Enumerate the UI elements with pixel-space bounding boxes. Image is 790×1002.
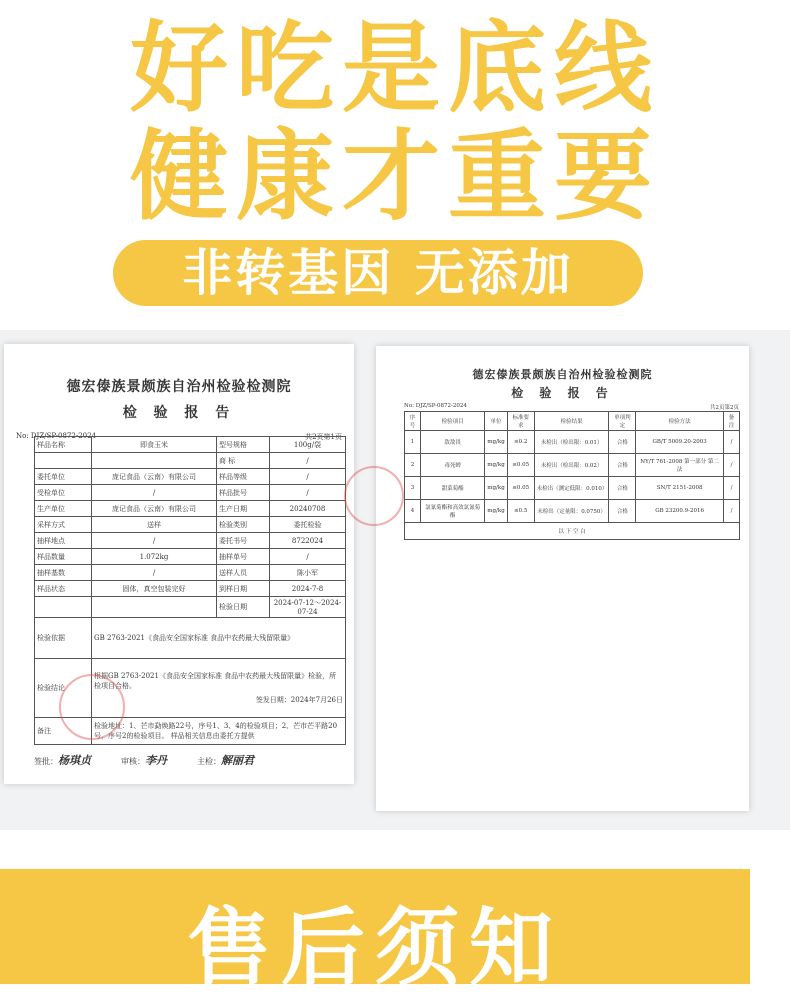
report1-cell: 检验类别	[217, 517, 270, 533]
report1-cell	[92, 597, 217, 618]
report2-footer: 以 下 空 白	[405, 523, 740, 540]
report2-cell: 1	[405, 431, 421, 454]
report1-row	[35, 437, 346, 453]
report1-cell: 2024-7-8	[270, 581, 346, 597]
report2-table	[404, 411, 740, 540]
report2-cell: 毒死蜱	[420, 454, 484, 477]
report1-row	[35, 453, 346, 469]
report1-cell: 生产日期	[217, 501, 270, 517]
report1-org: 德宏傣族景颇族自治州检验检测院	[66, 379, 292, 395]
report2-cell: 未检出（检出限：0.02）	[534, 454, 609, 477]
report1-cell: 固体，真空包装完好	[92, 581, 217, 597]
report1-cell: 陈小军	[270, 565, 346, 581]
report1-cell	[92, 453, 217, 469]
report1-cell: 庞记食品（云南）有限公司	[92, 469, 217, 485]
report1-cell: 采样方式	[35, 517, 92, 533]
report1-cell: /	[270, 453, 346, 469]
report2-cell: ≤0.2	[507, 431, 534, 454]
report1-cell: 受检单位	[35, 485, 92, 501]
report2-header-cell: 检验结果	[534, 412, 609, 431]
report2-cell: ≤0.05	[507, 477, 534, 500]
report2-cell: mg/kg	[485, 454, 507, 477]
report1-cell: 检验日期	[217, 597, 270, 618]
signatures	[34, 752, 344, 768]
red-seal-stamp-2	[344, 466, 404, 526]
report2-cell: 氯氰菊酯和高效氯氰菊酯	[420, 500, 484, 523]
report1-cell: 抽样地点	[35, 533, 92, 549]
report2-cell: /	[724, 454, 740, 477]
report1-cell: 委托单位	[35, 469, 92, 485]
report2-cell: 4	[405, 500, 421, 523]
report1-cell: /	[270, 485, 346, 501]
report2-cell: 敌敌畏	[420, 431, 484, 454]
report-photo	[0, 330, 790, 830]
report2-title: 检 验 报 告	[511, 386, 614, 400]
report1-cell: 抽样基数	[35, 565, 92, 581]
report1-cell: 样品等级	[217, 469, 270, 485]
tester-label: 主检：	[197, 757, 221, 766]
report1-cell: GB 2763-2021《食品安全国家标准 食品中农药最大残留限量》	[92, 618, 346, 659]
report2-cell: mg/kg	[485, 477, 507, 500]
headline-line1: 好吃是底线	[129, 12, 660, 126]
report1-cell: /	[92, 485, 217, 501]
report2-row	[405, 431, 740, 454]
red-seal-stamp	[59, 674, 125, 740]
headline-line2: 健康才重要	[129, 120, 660, 234]
report1-row	[35, 565, 346, 581]
report2-cell: 2	[405, 454, 421, 477]
report1-conclusion-text: 根据GB 2763-2021《食品安全国家标准 食品中农药最大残留限量》检验，所检项目合格。	[94, 672, 337, 690]
report2-org: 德宏傣族景颇族自治州检验检测院	[472, 368, 653, 381]
report1-cell: /	[270, 549, 346, 565]
report1-row	[35, 469, 346, 485]
report2-row	[405, 500, 740, 523]
report2-page: 共2页第2页	[710, 405, 739, 411]
report1-cell: /	[270, 469, 346, 485]
report1-cell: 样品批号	[217, 485, 270, 501]
report1-row	[35, 597, 346, 618]
report2-cell: /	[724, 477, 740, 500]
report1-row	[35, 533, 346, 549]
report2-header-cell: 检验方法	[636, 412, 724, 431]
reviewer-label: 审核：	[121, 757, 145, 766]
reviewer-signature: 李丹	[145, 754, 167, 767]
report2-row	[405, 454, 740, 477]
report2-cell: 合格	[609, 431, 636, 454]
report-page-1	[4, 344, 354, 784]
report2-header-cell: 序号	[405, 412, 421, 431]
report1-cell: 型号规格	[217, 437, 270, 453]
report1-cell: /	[92, 533, 217, 549]
report1-cell: 委托书号	[217, 533, 270, 549]
report2-row	[405, 523, 740, 540]
report1-cell: /	[92, 565, 217, 581]
report1-cell	[35, 453, 92, 469]
report1-cell: 100g/袋	[270, 437, 346, 453]
report1-cell: 样品数量	[35, 549, 92, 565]
report1-row	[35, 485, 346, 501]
report1-cell: 送样	[92, 517, 217, 533]
report2-header-cell: 备注	[724, 412, 740, 431]
report1-cell: 备注	[35, 718, 92, 745]
report2-cell: 合格	[609, 500, 636, 523]
report1-page: 共2页第1页	[305, 433, 342, 441]
report1-cell: 检验地址：1、芒市勐焕路22号，序号1、3、4的检验项目；2、芒市芒平路20号，序号2的检验项目。 样品相关信息由委托方提供	[92, 718, 346, 745]
report2-cell: SN/T 2151-2008	[636, 477, 724, 500]
report2-row	[405, 477, 740, 500]
report2-number: No: DJZ/SP-0872-2024	[404, 403, 467, 409]
report2-cell: /	[724, 431, 740, 454]
report1-cell: 8722024	[270, 533, 346, 549]
tester-signature: 解丽君	[221, 754, 254, 767]
report1-cell: 20240708	[270, 501, 346, 517]
report2-cell: 甜菜菊酯	[420, 477, 484, 500]
report2-cell: GB/T 5009.20-2003	[636, 431, 724, 454]
report1-cell: 样品状态	[35, 581, 92, 597]
report2-cell: mg/kg	[485, 431, 507, 454]
report1-cell: 1.072kg	[92, 549, 217, 565]
after-sales-banner	[0, 869, 750, 997]
report1-cell: 检验结论	[35, 659, 92, 718]
report2-cell: 3	[405, 477, 421, 500]
report1-row	[35, 549, 346, 565]
report2-cell: GB 23200.9-2016	[636, 500, 724, 523]
report1-cell	[92, 659, 346, 718]
report1-cell: 送样人员	[217, 565, 270, 581]
report1-cell: 商 标	[217, 453, 270, 469]
report2-cell: mg/kg	[485, 500, 507, 523]
report2-cell: ≤0.5	[507, 500, 534, 523]
report1-cell: 生产单位	[35, 501, 92, 517]
approver-signature: 杨琪贞	[58, 754, 91, 767]
report1-number: No: DJZ/SP-0872-2024	[16, 432, 97, 440]
report2-header-cell: 单位	[485, 412, 507, 431]
report2-header-cell: 标准要求	[507, 412, 534, 431]
report1-title: 检 验 报 告	[122, 405, 236, 421]
report2-cell: NY/T 761-2008 第一部分 第二法	[636, 454, 724, 477]
report2-cell: /	[724, 500, 740, 523]
feature-pill: 非转基因 无添加	[113, 240, 643, 306]
report1-cell: 庞记食品（云南）有限公司	[92, 501, 217, 517]
report1-cell: 2024-07-12～2024-07-24	[270, 597, 346, 618]
report2-cell: 合格	[609, 454, 636, 477]
report1-cell: 委托检验	[270, 517, 346, 533]
report1-row	[35, 517, 346, 533]
report1-cell: 即食玉米	[92, 437, 217, 453]
report2-cell: ≤0.05	[507, 454, 534, 477]
approver-label: 签批：	[34, 757, 58, 766]
report2-cell: 合格	[609, 477, 636, 500]
report1-cell: 抽样单号	[217, 549, 270, 565]
banner-text: 售后须知	[186, 899, 563, 997]
report1-row	[35, 501, 346, 517]
report2-cell: 未检出（定量限：0.0750）	[534, 500, 609, 523]
report2-cell: 未检出（测定低限：0.010）	[534, 477, 609, 500]
report2-cell: 未检出（检出限：0.01）	[534, 431, 609, 454]
report1-cell: 样品名称	[35, 437, 92, 453]
report2-header-cell: 单项判定	[609, 412, 636, 431]
report1-cell: 检验依据	[35, 618, 92, 659]
report1-cell	[35, 597, 92, 618]
report2-header-cell: 检验项目	[420, 412, 484, 431]
report1-cell: 到样日期	[217, 581, 270, 597]
report1-row	[35, 618, 346, 659]
report1-sign-date: 签发日期：2024年7月26日	[255, 696, 343, 704]
report-page-2	[376, 346, 749, 811]
report1-row	[35, 581, 346, 597]
